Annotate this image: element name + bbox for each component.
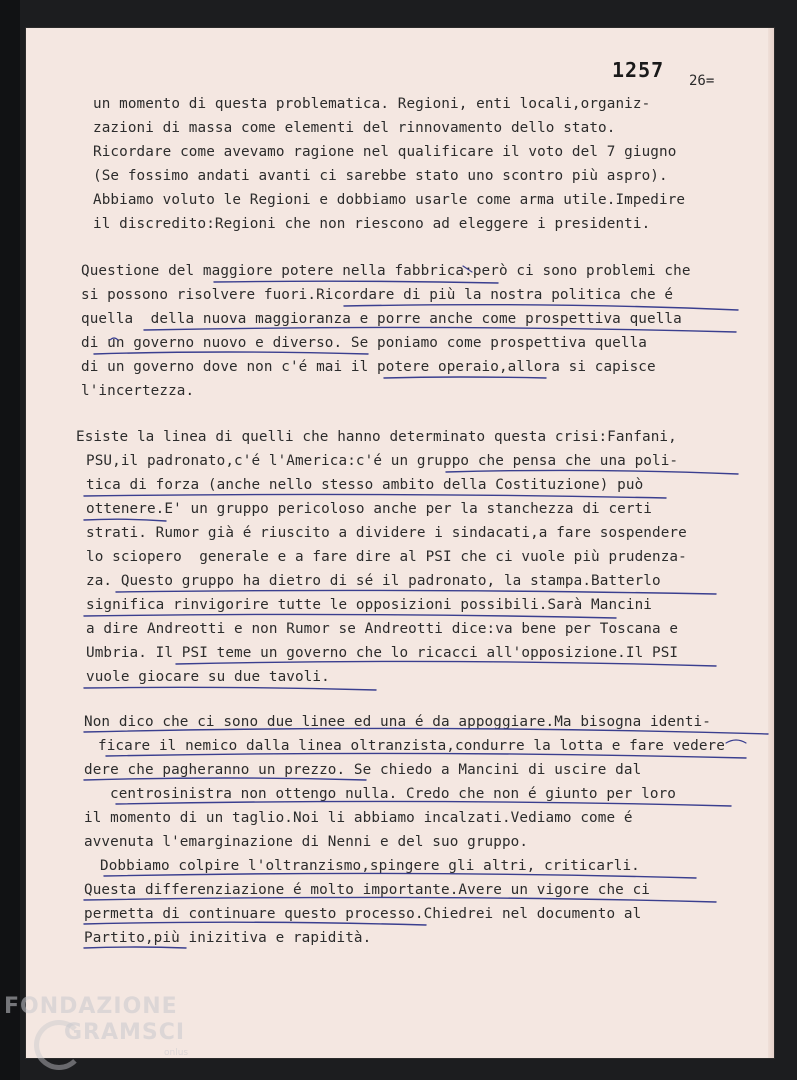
text-line: dere che pagheranno un prezzo. Se chiedo a Mancini di uscire dal bbox=[84, 762, 642, 778]
text-line: vuole giocare su due tavoli. bbox=[86, 669, 330, 685]
text-line: di un governo dove non c'é mai il potere operaio,allora si capisce bbox=[81, 359, 656, 375]
text-line: tica di forza (anche nello stesso ambito della Costituzione) può bbox=[86, 477, 644, 493]
underline-partito bbox=[84, 947, 186, 948]
watermark-line-2: GRAMSCI bbox=[64, 1020, 186, 1045]
underline-centrosinistra bbox=[116, 801, 731, 806]
text-line: un momento di questa problematica. Regioni, enti locali,organiz- bbox=[93, 96, 651, 112]
text-line: Dobbiamo colpire l'oltranzismo,spingere gli altri, criticarli. bbox=[100, 858, 640, 874]
scanner-left-border bbox=[0, 0, 20, 1080]
watermark-line-1: FONDAZIONE bbox=[4, 994, 178, 1019]
text-line: lo sciopero generale e a fare dire al PSI che ci vuole più prudenza- bbox=[86, 549, 687, 565]
page-number: 1257 bbox=[612, 58, 665, 82]
text-line: si possono risolvere fuori.Ricordare di più la nostra politica che é bbox=[81, 287, 674, 303]
text-line: a dire Andreotti e non Rumor se Andreotti dice:va bene per Toscana e bbox=[86, 621, 679, 637]
underline-ricordare bbox=[344, 305, 738, 310]
text-line: di un governo nuovo e diverso. Se poniamo come prospettiva quella bbox=[81, 335, 647, 351]
text-line: centrosinistra non ottengo nulla. Credo che non é giunto per loro bbox=[110, 786, 676, 802]
text-line: l'incertezza. bbox=[81, 383, 195, 399]
underline-maggiore-potere bbox=[214, 281, 498, 283]
watermark-line-3: onlus bbox=[164, 1048, 189, 1058]
underline-potere-operaio bbox=[384, 377, 546, 378]
page-edge bbox=[768, 28, 774, 1058]
text-line: ficare il nemico dalla linea oltranzista,condurre la lotta e fare vedere bbox=[98, 738, 725, 754]
text-line: zazioni di massa come elementi del rinnovamento dello stato. bbox=[93, 120, 616, 136]
text-line: Non dico che ci sono due linee ed una é da appoggiare.Ma bisogna identi- bbox=[84, 714, 711, 730]
text-line: Questa differenziazione é molto importante.Avere un vigore che ci bbox=[84, 882, 650, 898]
underline-ottenere bbox=[84, 519, 166, 521]
underline-giocare bbox=[84, 687, 376, 690]
text-line: za. Questo gruppo ha dietro di sé il padronato, la stampa.Batterlo bbox=[86, 573, 661, 589]
text-line: Abbiamo voluto le Regioni e dobbiamo usarle come arma utile.Impedire bbox=[93, 192, 686, 208]
underline-oltranzismo bbox=[104, 873, 696, 878]
underline-governo bbox=[94, 352, 368, 354]
text-line: avvenuta l'emarginazione di Nenni e del suo gruppo. bbox=[84, 834, 529, 850]
underline-nuova-maggioranza bbox=[144, 327, 736, 332]
text-line: Questione del maggiore potere nella fabbrica:però ci sono problemi che bbox=[81, 263, 691, 279]
text-line: permetta di continuare questo processo.Chiedrei nel documento al bbox=[84, 906, 642, 922]
text-line: Esiste la linea di quelli che hanno determinato questa crisi:Fanfani, bbox=[76, 429, 677, 445]
sheet-number: 26= bbox=[689, 73, 715, 89]
text-line: PSU,il padronato,c'é l'America:c'é un gruppo che pensa che una poli- bbox=[86, 453, 679, 469]
text-line: Umbria. Il PSI teme un governo che lo ricacci all'opposizione.Il PSI bbox=[86, 645, 679, 661]
document-page bbox=[26, 28, 774, 1058]
text-line: ottenere.E' un gruppo pericoloso anche per la stanchezza di certi bbox=[86, 501, 652, 517]
correction-mark-vedere bbox=[726, 740, 746, 743]
text-line: (Se fossimo andati avanti ci sarebbe stato uno scontro più aspro). bbox=[93, 168, 668, 184]
underline-permetta bbox=[84, 922, 426, 925]
underline-prezzo bbox=[84, 778, 366, 780]
underline-questo-gruppo bbox=[116, 590, 716, 594]
underline-nemico bbox=[106, 753, 746, 758]
underline-psi bbox=[176, 661, 716, 666]
underline-forza bbox=[84, 494, 666, 498]
text-line: quella della nuova maggioranza e porre anche come prospettiva quella bbox=[81, 311, 682, 327]
text-line: Ricordare come avevamo ragione nel qualificare il voto del 7 giugno bbox=[93, 144, 677, 160]
underline-significa bbox=[84, 614, 616, 618]
text-line: Partito,più inizitiva e rapidità. bbox=[84, 930, 372, 946]
text-line: strati. Rumor già é riuscito a dividere i sindacati,a fare sospendere bbox=[86, 525, 687, 541]
fondazione-gramsci-watermark bbox=[4, 990, 204, 1070]
text-line: il discredito:Regioni che non riescono ad eleggere i presidenti. bbox=[93, 216, 651, 232]
underline-differenziazione bbox=[84, 897, 716, 902]
text-line: significa rinvigorire tutte le opposizioni possibili.Sarà Mancini bbox=[86, 597, 652, 613]
text-line: il momento di un taglio.Noi li abbiamo incalzati.Vediamo come é bbox=[84, 810, 633, 826]
underline-gruppo bbox=[446, 470, 738, 474]
